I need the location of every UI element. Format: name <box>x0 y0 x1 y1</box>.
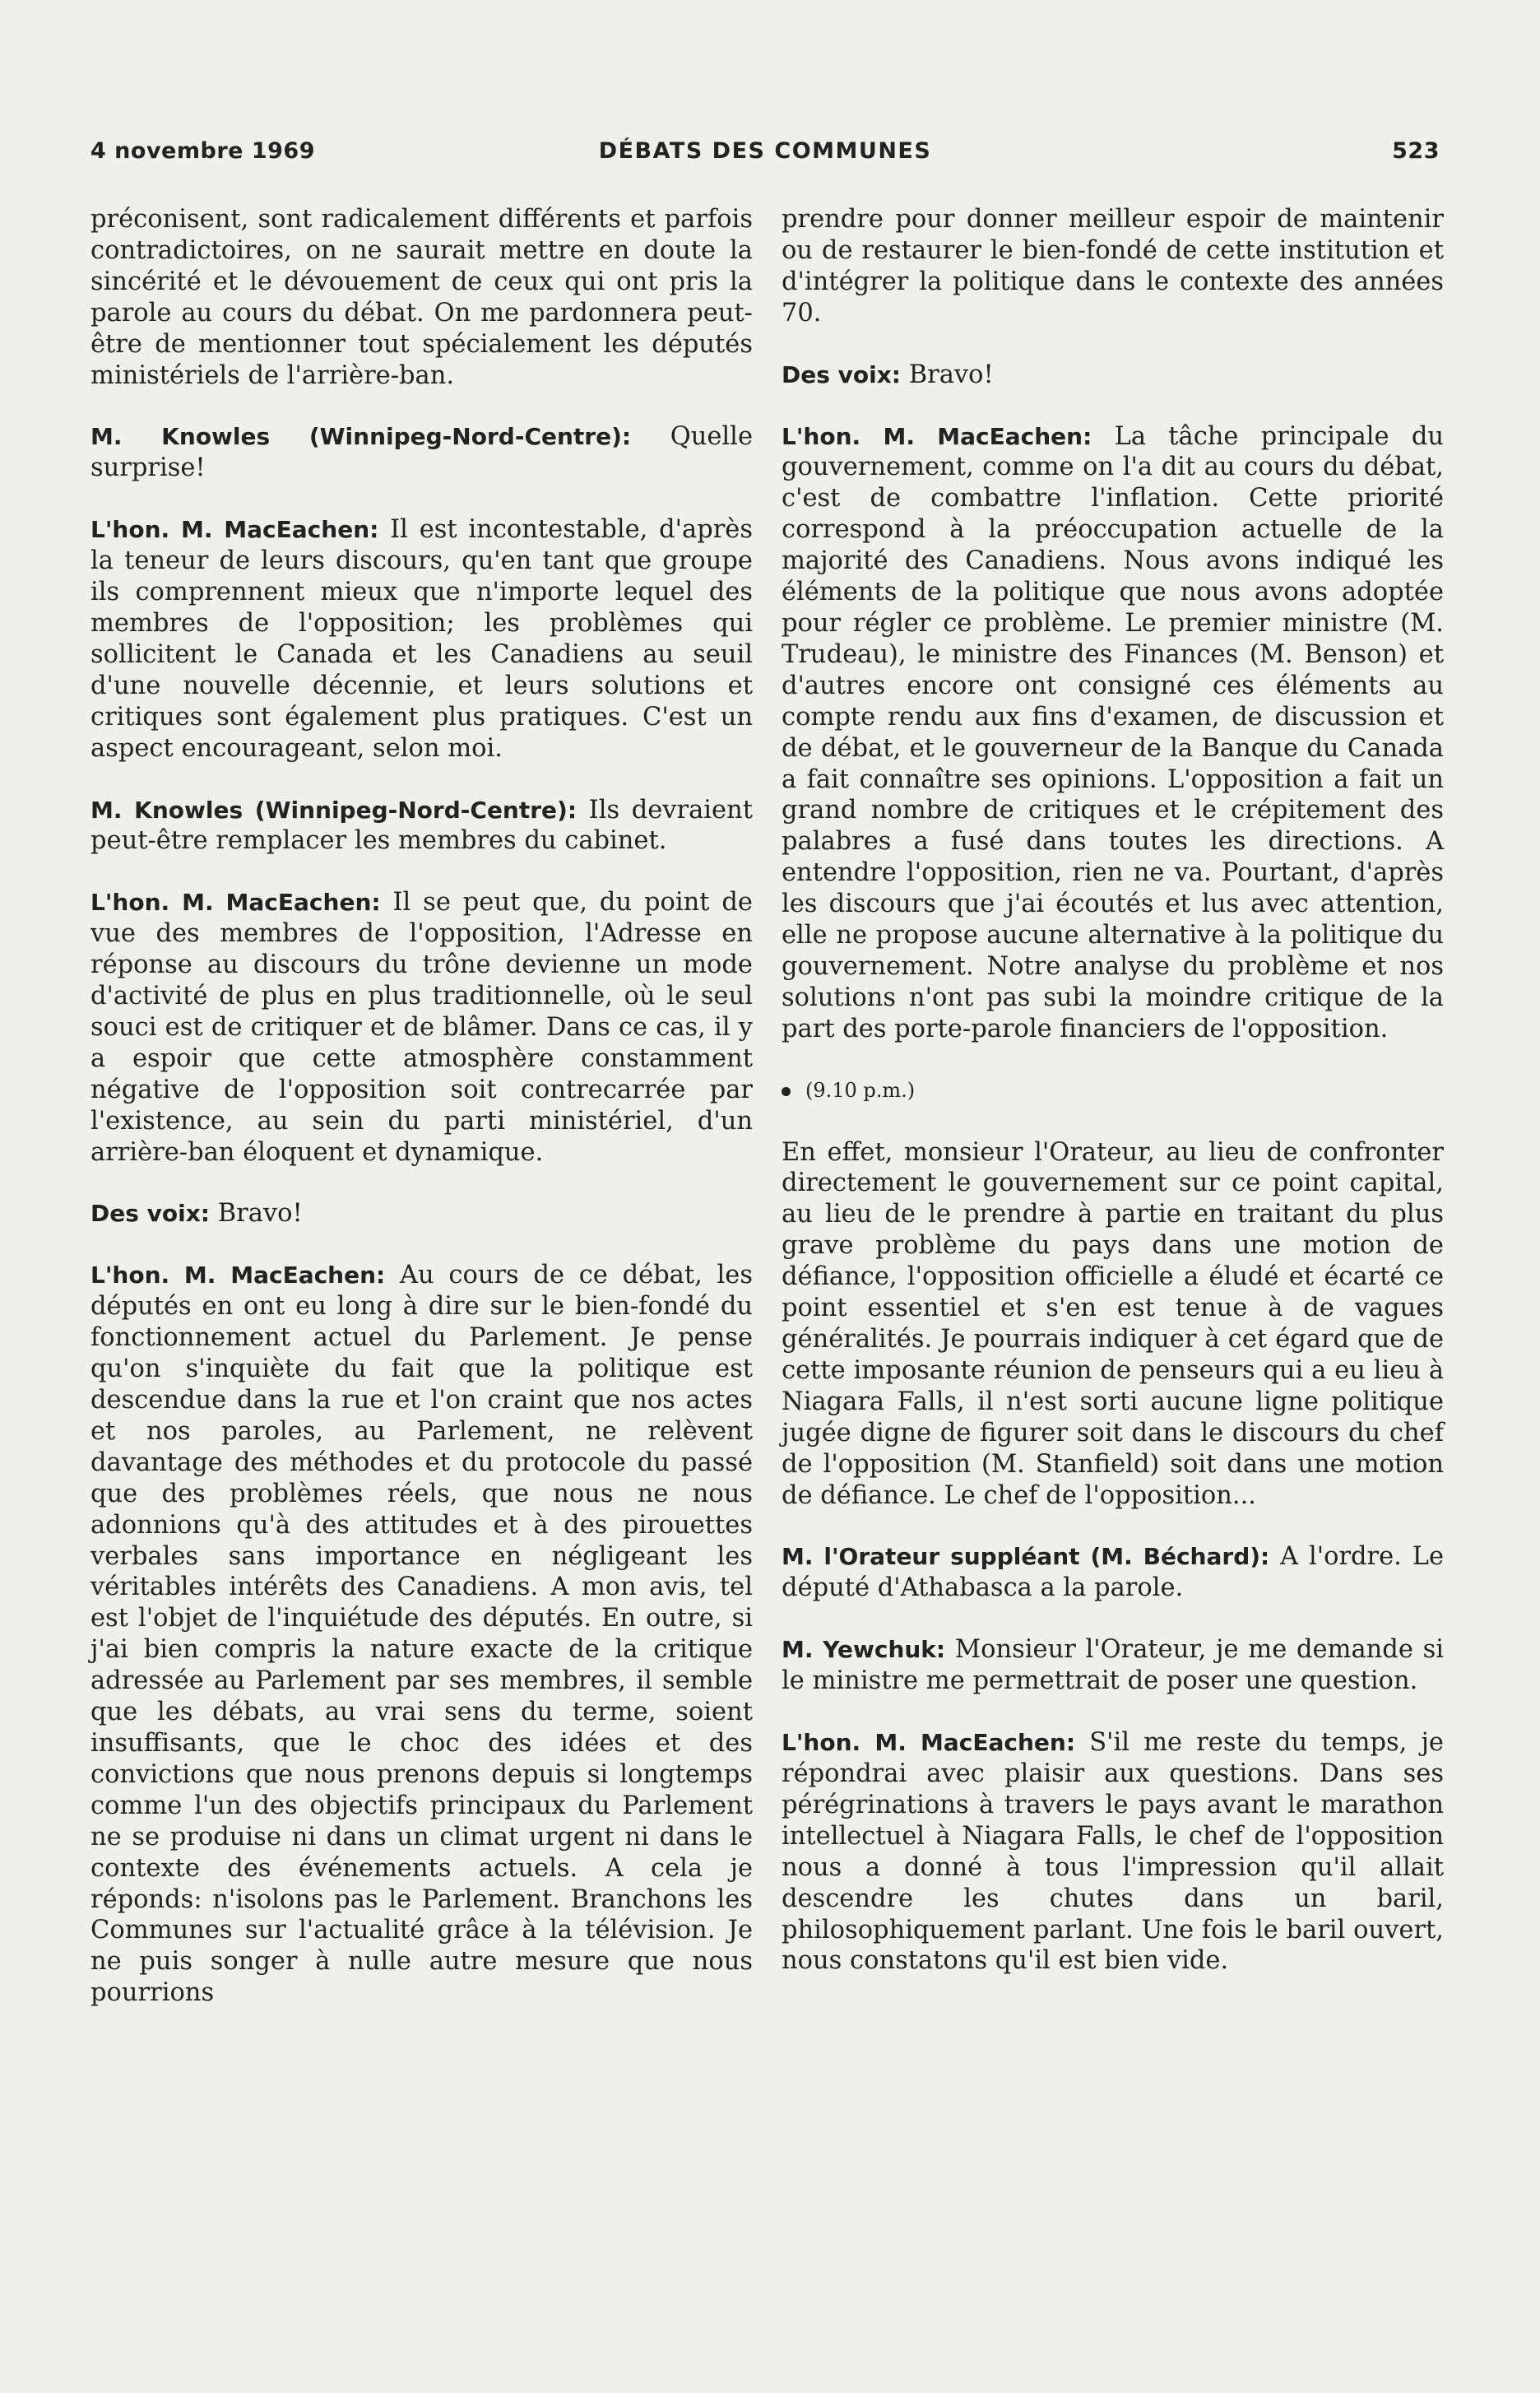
speaker-name: Des voix: <box>782 360 901 388</box>
speech <box>90 421 753 484</box>
time-marker <box>782 1076 1444 1107</box>
speech <box>782 1727 1444 1977</box>
speaker-name: L'hon. M. MacEachen: <box>782 422 1092 450</box>
speech-text: Bravo! <box>908 360 994 389</box>
speech-text: Au cours de ce débat, les députés en ont eu long à dire sur le bien-fondé du fonctionnement actuel du Parlement. Je pense qu'on s'inquiète du fait que la politique est descendue dans la rue et l'on craint que nos actes et nos paroles, au Parlement, ne relèvent davantage des méthodes et du protocole du passé que des problèmes réels, que nous ne nous adonnions qu'à des attitudes et à des pirouettes verbales sans importance en négligeant les véritables intérêts des Canadiens. A mon avis, tel est l'objet de l'inquiétude des députés. En outre, si j'ai bien compris la nature exacte de la critique adressée au Parlement par ses membres, il semble que les débats, au vrai sens du terme, soient insuffisants, que le choc des idées et des convictions que nous prenons depuis si longtemps comme l'un des objectifs principaux du Parlement ne se produise ni dans un climat urgent ni dans le contexte des événements actuels. A cela je réponds: n'isolons pas le Parlement. Branchons les Communes sur l'actualité grâce à la télévision. Je ne puis songer à nulle autre mesure que nous pourrions <box>90 1261 753 2008</box>
speaker-name: M. Yewchuk: <box>782 1636 946 1664</box>
speaker-name: M. Knowles (Winnipeg-Nord-Centre): <box>90 423 632 451</box>
speech <box>782 1541 1444 1604</box>
speech <box>782 421 1444 1045</box>
time-text: (9.10 p.m.) <box>805 1078 916 1102</box>
speech <box>90 887 753 1168</box>
speech <box>90 1198 753 1229</box>
speech-text: Ils devraient peut-être remplacer les membres du cabinet. <box>90 795 753 856</box>
header-title: DÉBATS DES COMMUNES <box>598 138 932 164</box>
paragraph-text: préconisent, sont radicalement différents et parfois contradictoires, on ne saurait mettre en doute la sincérité et le dévouement de ceux qui ont pris la parole au cours du débat. On me pardonnera peut-être de mentionner tout spécialement les députés ministériels de l'arrière-ban. <box>90 205 753 390</box>
paragraph <box>782 204 1444 329</box>
header-date: 4 novembre 1969 <box>90 138 316 164</box>
speech <box>90 1260 753 2009</box>
paragraph-text: prendre pour donner meilleur espoir de maintenir ou de restaurer le bien-fondé de cette institution et d'intégrer la politique dans le contexte des années 70. <box>782 205 1444 328</box>
right-column <box>782 204 1444 2007</box>
speech-text: Il se peut que, du point de vue des membres de l'opposition, l'Adresse en réponse au discours du trône devienne un mode d'activité de plus en plus traditionnelle, où le seul souci est de critiquer et de blâmer. Dans ce cas, il y a espoir que cette atmosphère constamment négative de l'opposition soit contrecarrée par l'existence, au sein du parti ministériel, d'un arrière-ban éloquent et dynamique. <box>90 888 753 1167</box>
speaker-name: Des voix: <box>90 1200 210 1228</box>
bullet-icon <box>782 1087 791 1096</box>
paragraph-text: En effet, monsieur l'Orateur, au lieu de confronter directement le gouvernement sur ce point capital, au lieu de le prendre à partie en traitant du plus grave problème du pays dans une motion de défiance, l'opposition officielle a éludé et écarté ce point essentiel et s'en est tenue à de vagues généralités. Je pourrais indiquer à cet égard que de cette imposante réunion de penseurs qui a eu lieu à Niagara Falls, il n'est sorti aucune ligne politique jugée digne de figurer soit dans le discours du chef de l'opposition (M. Stanfield) soit dans une motion de défiance. Le chef de l'opposition... <box>782 1137 1444 1510</box>
speech-text: La tâche principale du gouvernement, comme on l'a dit au cours du débat, c'est de combattre l'inflation. Cette priorité correspond à la préoccupation actuelle de la majorité des Canadiens. Nous avons indiqué les éléments de la politique que nous avons adoptée pour régler ce problème. Le premier ministre (M. Trudeau), le ministre des Finances (M. Benson) et d'autres encore ont consigné ces éléments au compte rendu aux fins d'examen, de discussion et de débat, et le gouverneur de la Banque du Canada a fait connaître ses opinions. L'opposition a fait un grand nombre de critiques et le crépitement des palabres a fusé dans toutes les directions. A entendre l'opposition, rien ne va. Pourtant, d'après les discours que j'ai écoutés et lus avec attention, elle ne propose aucune alternative à la politique du gouvernement. Notre analyse du problème et nos solutions n'ont pas subi la moindre critique de la part des porte-parole financiers de l'opposition. <box>782 421 1444 1043</box>
page-header <box>90 138 1440 171</box>
speech <box>90 514 753 764</box>
left-column <box>90 204 753 2039</box>
speaker-name: M. l'Orateur suppléant (M. Béchard): <box>782 1543 1270 1571</box>
speaker-name: L'hon. M. MacEachen: <box>90 1262 386 1289</box>
speech <box>782 1634 1444 1697</box>
speech-text: A l'ordre. Le député d'Athabasca a la parole. <box>782 1542 1445 1603</box>
speaker-name: M. Knowles (Winnipeg-Nord-Centre): <box>90 796 578 824</box>
speech-text: Bravo! <box>217 1199 303 1229</box>
speaker-name: L'hon. M. MacEachen: <box>90 889 381 917</box>
speech <box>90 795 753 857</box>
paragraph <box>782 1137 1444 1512</box>
speech-text: Monsieur l'Orateur, je me demande si le ministre me permettrait de poser une question. <box>782 1635 1445 1696</box>
speech-text: S'il me reste du temps, je répondrai avec plaisir aux questions. Dans ses pérégrinations à travers le pays avant le marathon intellectuel à Niagara Falls, le chef de l'opposition nous a donné à tous l'impression qu'il allait descendre les chutes dans un baril, philosophiquement parlant. Une fois le baril ouvert, nous constatons qu'il est bien vide. <box>782 1728 1444 1976</box>
speech <box>782 360 1444 391</box>
speaker-name: L'hon. M. MacEachen: <box>90 516 379 544</box>
speech-text: Il est incontestable, d'après la teneur de leurs discours, qu'en tant que groupe ils comprennent mieux que n'importe lequel des membres de l'opposition; les problèmes qui sollicitent le Canada et les Canadiens au seuil d'une nouvelle décennie, et leurs solutions et critiques sont également plus pratiques. C'est un aspect encourageant, selon moi. <box>90 515 754 763</box>
speech-text: Quelle surprise! <box>90 422 753 483</box>
paragraph <box>90 204 753 391</box>
speaker-name: L'hon. M. MacEachen: <box>782 1729 1076 1757</box>
page-number: 523 <box>1392 138 1440 164</box>
